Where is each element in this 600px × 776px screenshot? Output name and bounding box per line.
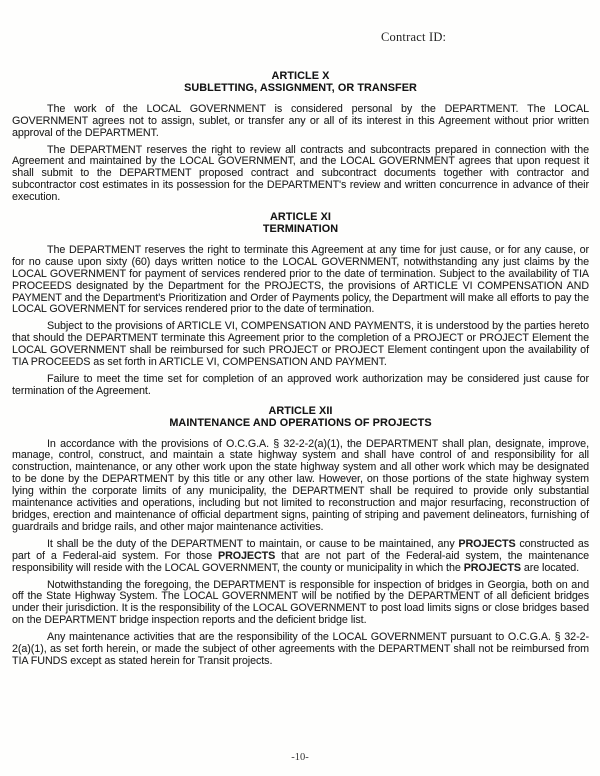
page-number: -10- bbox=[291, 752, 309, 763]
paragraph bbox=[12, 580, 589, 628]
paragraph bbox=[12, 321, 589, 369]
paragraph bbox=[12, 374, 589, 398]
article-heading bbox=[12, 406, 589, 430]
paragraph bbox=[12, 104, 589, 140]
paragraph-bold-text: PROJECTS bbox=[458, 537, 516, 550]
article-heading bbox=[12, 71, 589, 95]
contract-id-label: Contract ID: bbox=[381, 30, 447, 44]
paragraph-bold-text: PROJECTS bbox=[218, 549, 276, 562]
paragraph-bold-text: PROJECTS bbox=[463, 561, 521, 574]
paragraph-text: The work of the LOCAL GOVERNMENT is considered personal by the DEPARTMENT. The LOCAL GOVERNMENT agrees not to assign, sublet, or transfer any or all of its interest in this Agreement without prior written approval of the DEPARTMENT. bbox=[12, 102, 589, 139]
article-heading-line: TERMINATION bbox=[262, 222, 339, 235]
paragraph-text: In accordance with the provisions of O.C.G.A. § 32-2-2(a)(1), the DEPARTMENT shall plan, designate, improve, manage, control, construct, and maintain a state highway system and shall have control of and responsibility for all construction, maintenance, or any other work upon the state highway system and all other work which may be designated to be done by the DEPARTMENT by this title or any other law. However, on those portions of the state highway system lying within the corporate limits of any municipality, the DEPARTMENT shall be required to provide only substantial maintenance activities and operations, including but not limited to reconstruction and major resurfacing, reconstruction of bridges, erection and maintenance of official department signs, painting of striping and pavement delineators, furnishing of guardrails and bridge rails, and other major maintenance activities. bbox=[12, 437, 589, 533]
paragraph-text: are located. bbox=[520, 561, 580, 574]
paragraph-text: The DEPARTMENT reserves the right to terminate this Agreement at any time for just cause, or for any cause, or for no cause upon sixty (60) days written notice to the LOCAL GOVERNMENT, notwithstanding any just claims by the LOCAL GOVERNMENT for payment of services rendered prior to the date of termination. Subject to the availability of TIA PROCEEDS designated by the Department for the PROJECTS, the provisions of ARTICLE VI COMPENSATION AND PAYMENT and the Department's Prioritization and Order of Payments policy, the Department will make all efforts to pay the LOCAL GOVERNMENT for services rendered prior to the date of termination. bbox=[12, 243, 589, 316]
paragraph bbox=[12, 632, 589, 668]
paragraph bbox=[12, 439, 589, 534]
article-heading-line: SUBLETTING, ASSIGNMENT, OR TRANSFER bbox=[184, 81, 417, 94]
paragraph-text: Failure to meet the time set for completion of an approved work authorization may be considered just cause for termination of the Agreement. bbox=[12, 372, 589, 397]
article-heading-line: ARTICLE XII bbox=[268, 404, 333, 417]
paragraph bbox=[12, 245, 589, 316]
paragraph bbox=[12, 539, 589, 575]
article-heading-line: ARTICLE X bbox=[271, 70, 330, 82]
paragraph-text: Any maintenance activities that are the responsibility of the LOCAL GOVERNMENT pursuant to O.C.G.A. § 32-2-2(a)(1), as set forth herein, or made the subject of other agreements with the DEPARTMENT shall not be reimbursed from TIA FUNDS except as stated herein for Transit projects. bbox=[12, 631, 589, 667]
paragraph-text: that are not part of the Federal-aid system, the maintenance responsibility will reside with the LOCAL GOVERNMENT, the county or municipality in which the bbox=[12, 549, 589, 574]
document-body bbox=[12, 63, 589, 668]
paragraph bbox=[12, 145, 589, 205]
paragraph-text: constructed as part of a Federal-aid system. For those bbox=[12, 537, 590, 562]
paragraph-text: It shall be the duty of the DEPARTMENT to maintain, or cause to be maintained, any bbox=[47, 537, 459, 550]
paragraph-text: The DEPARTMENT reserves the right to review all contracts and subcontracts prepared in connection with the Agreement and maintained by the LOCAL GOVERNMENT, and the LOCAL GOVERNMENT agrees that upon request it shall submit to the DEPARTMENT proposed contract and subcontract documents together with contractor and subcontractor cost estimates in its possession for the DEPARTMENT's review and written concurrence in advance of their execution. bbox=[12, 143, 589, 204]
article-heading-line: ARTICLE XI bbox=[270, 211, 331, 224]
article-heading-line: MAINTENANCE AND OPERATIONS OF PROJECTS bbox=[169, 416, 432, 429]
article-heading bbox=[12, 212, 589, 236]
paragraph-text: Subject to the provisions of ARTICLE VI, COMPENSATION AND PAYMENTS, it is understood by the parties hereto that should the DEPARTMENT terminate this Agreement prior to the completion of a PROJECT or PROJECT Element the LOCAL GOVERNMENT shall be reimbursed for such PROJECT or PROJECT Element contingent upon the availability of TIA PROCEEDS as set forth in ARTICLE VI, COMPENSATION AND PAYMENT. bbox=[12, 320, 589, 369]
paragraph-text: Notwithstanding the foregoing, the DEPARTMENT is responsible for inspection of bridges in Georgia, both on and off the State Highway System. The LOCAL GOVERNMENT will be notified by the DEPARTMENT of all deficient bridges under their jurisdiction. It is the responsibility of the LOCAL GOVERNMENT to post load limits signs or close bridges based on the DEPARTMENT bridge inspection reports and the deficient bridge list. bbox=[12, 578, 589, 627]
